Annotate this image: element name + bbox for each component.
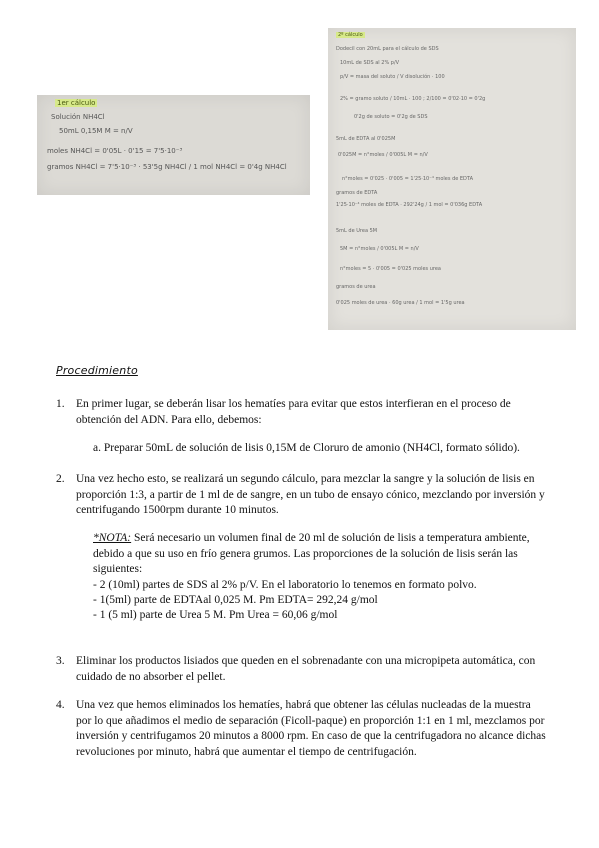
- step-text: Una vez que hemos eliminados los hematíes, habrá que obtener las células nucleadas de la muestra por lo que añadimos el medio de separación (Ficoll-paque) en proporción 1:1 en 1 ml, mezclamos por inversión y centrifugamos 20 minutos a 8000 rpm. En caso de que la centrifugadora no alcance dichas revoluciones por minuto, habrá que aumentar el tiempo de centrifugación.: [76, 699, 546, 758]
- handwritten-line: 5M = n°moles / 0'005L M = n/V: [340, 246, 419, 252]
- first-calculation-photo: [37, 95, 310, 195]
- second-calculation-photo: [328, 28, 576, 330]
- handwritten-line: 10mL de SDS al 2% p/V: [340, 60, 400, 66]
- handwritten-line: n°moles = 5 · 0'005 = 0'025 moles urea: [340, 266, 441, 272]
- handwritten-line: gramos de urea: [336, 284, 376, 290]
- step-number: 3.: [56, 655, 65, 667]
- step-number: 2.: [56, 473, 65, 485]
- handwritten-line: moles NH4Cl = 0'05L · 0'15 = 7'5·10⁻³: [47, 147, 183, 155]
- lysis-component-item: - 1(5ml) parte de EDTAal 0,025 M. Pm EDTA= 292,24 g/mol: [93, 594, 378, 606]
- second-calculation-title: 2º cálculo: [338, 32, 363, 38]
- step-text: Una vez hecho esto, se realizará un segundo cálculo, para mezclar la sangre y la solución de lisis en proporción 1:3, a partir de 1 ml de de sangre, en un tubo de ensayo cónico, mezclando por inversión y centrifugando 1500rpm durante 10 minutos.: [76, 473, 545, 516]
- handwritten-line: 2% = gramo soluto / 10mL · 100 ; 2/100 = 0'02·10 = 0'2g: [340, 96, 486, 102]
- first-calculation-title: 1er cálculo: [57, 99, 96, 107]
- handwritten-line: p/V = masa del soluto / V disolución · 100: [340, 74, 445, 80]
- step-text: Eliminar los productos lisiados que queden en el sobrenadante con una micropipeta automática, con cuidado de no absorber el pellet.: [76, 655, 536, 683]
- note-label: *NOTA:: [93, 532, 132, 544]
- step-number: 4.: [56, 699, 65, 711]
- handwritten-line: 0'025M = n°moles / 0'005L M = n/V: [338, 152, 428, 158]
- handwritten-line: gramos de EDTA: [336, 190, 378, 196]
- handwritten-line: 0'025 moles de urea · 60g urea / 1 mol = 1'5g urea: [336, 300, 465, 306]
- handwritten-line: gramos NH4Cl = 7'5·10⁻³ · 53'5g NH4Cl / 1 mol NH4Cl = 0'4g NH4Cl: [47, 163, 287, 171]
- handwritten-line: 5mL de Urea 5M: [336, 228, 378, 234]
- lysis-component-item: - 2 (10ml) partes de SDS al 2% p/V. En el laboratorio lo tenemos en formato polvo.: [93, 579, 477, 591]
- note-text: Será necesario un volumen final de 20 ml de solución de lisis a temperatura ambiente, debido a que su uso en frío genera grumos. Las proporciones de la solución de lisis serán las siguientes:: [93, 532, 530, 575]
- lysis-component-item: - 1 (5 ml) parte de Urea 5 M. Pm Urea = 60,06 g/mol: [93, 609, 338, 621]
- step-text: En primer lugar, se deberán lisar los hematíes para evitar que estos interfieran en el proceso de obtención del ADN. Para ello, debemos:: [76, 398, 511, 426]
- handwritten-line: Solución NH4Cl: [51, 113, 105, 121]
- handwritten-line: 1'25·10⁻⁴ moles de EDTA · 292'24g / 1 mol = 0'036g EDTA: [336, 202, 483, 208]
- handwritten-line: n°moles = 0'025 · 0'005 = 1'25·10⁻⁴ moles de EDTA: [342, 176, 473, 182]
- handwritten-line: 5mL de EDTA al 0'025M: [336, 136, 396, 142]
- handwritten-line: 50mL 0,15M M = n/V: [59, 127, 133, 135]
- handwritten-line: Dodecil con 20mL para el cálculo de SDS: [336, 46, 439, 52]
- step-2-note: [93, 531, 553, 578]
- handwritten-line: 0'2g de soluto = 0'2g de SDS: [354, 114, 428, 120]
- step-1-substep-a: a. Preparar 50mL de solución de lisis 0,15M de Cloruro de amonio (NH4Cl, formato sólido).: [93, 442, 520, 454]
- step-number: 1.: [56, 398, 65, 410]
- section-heading: Procedimiento: [56, 364, 138, 377]
